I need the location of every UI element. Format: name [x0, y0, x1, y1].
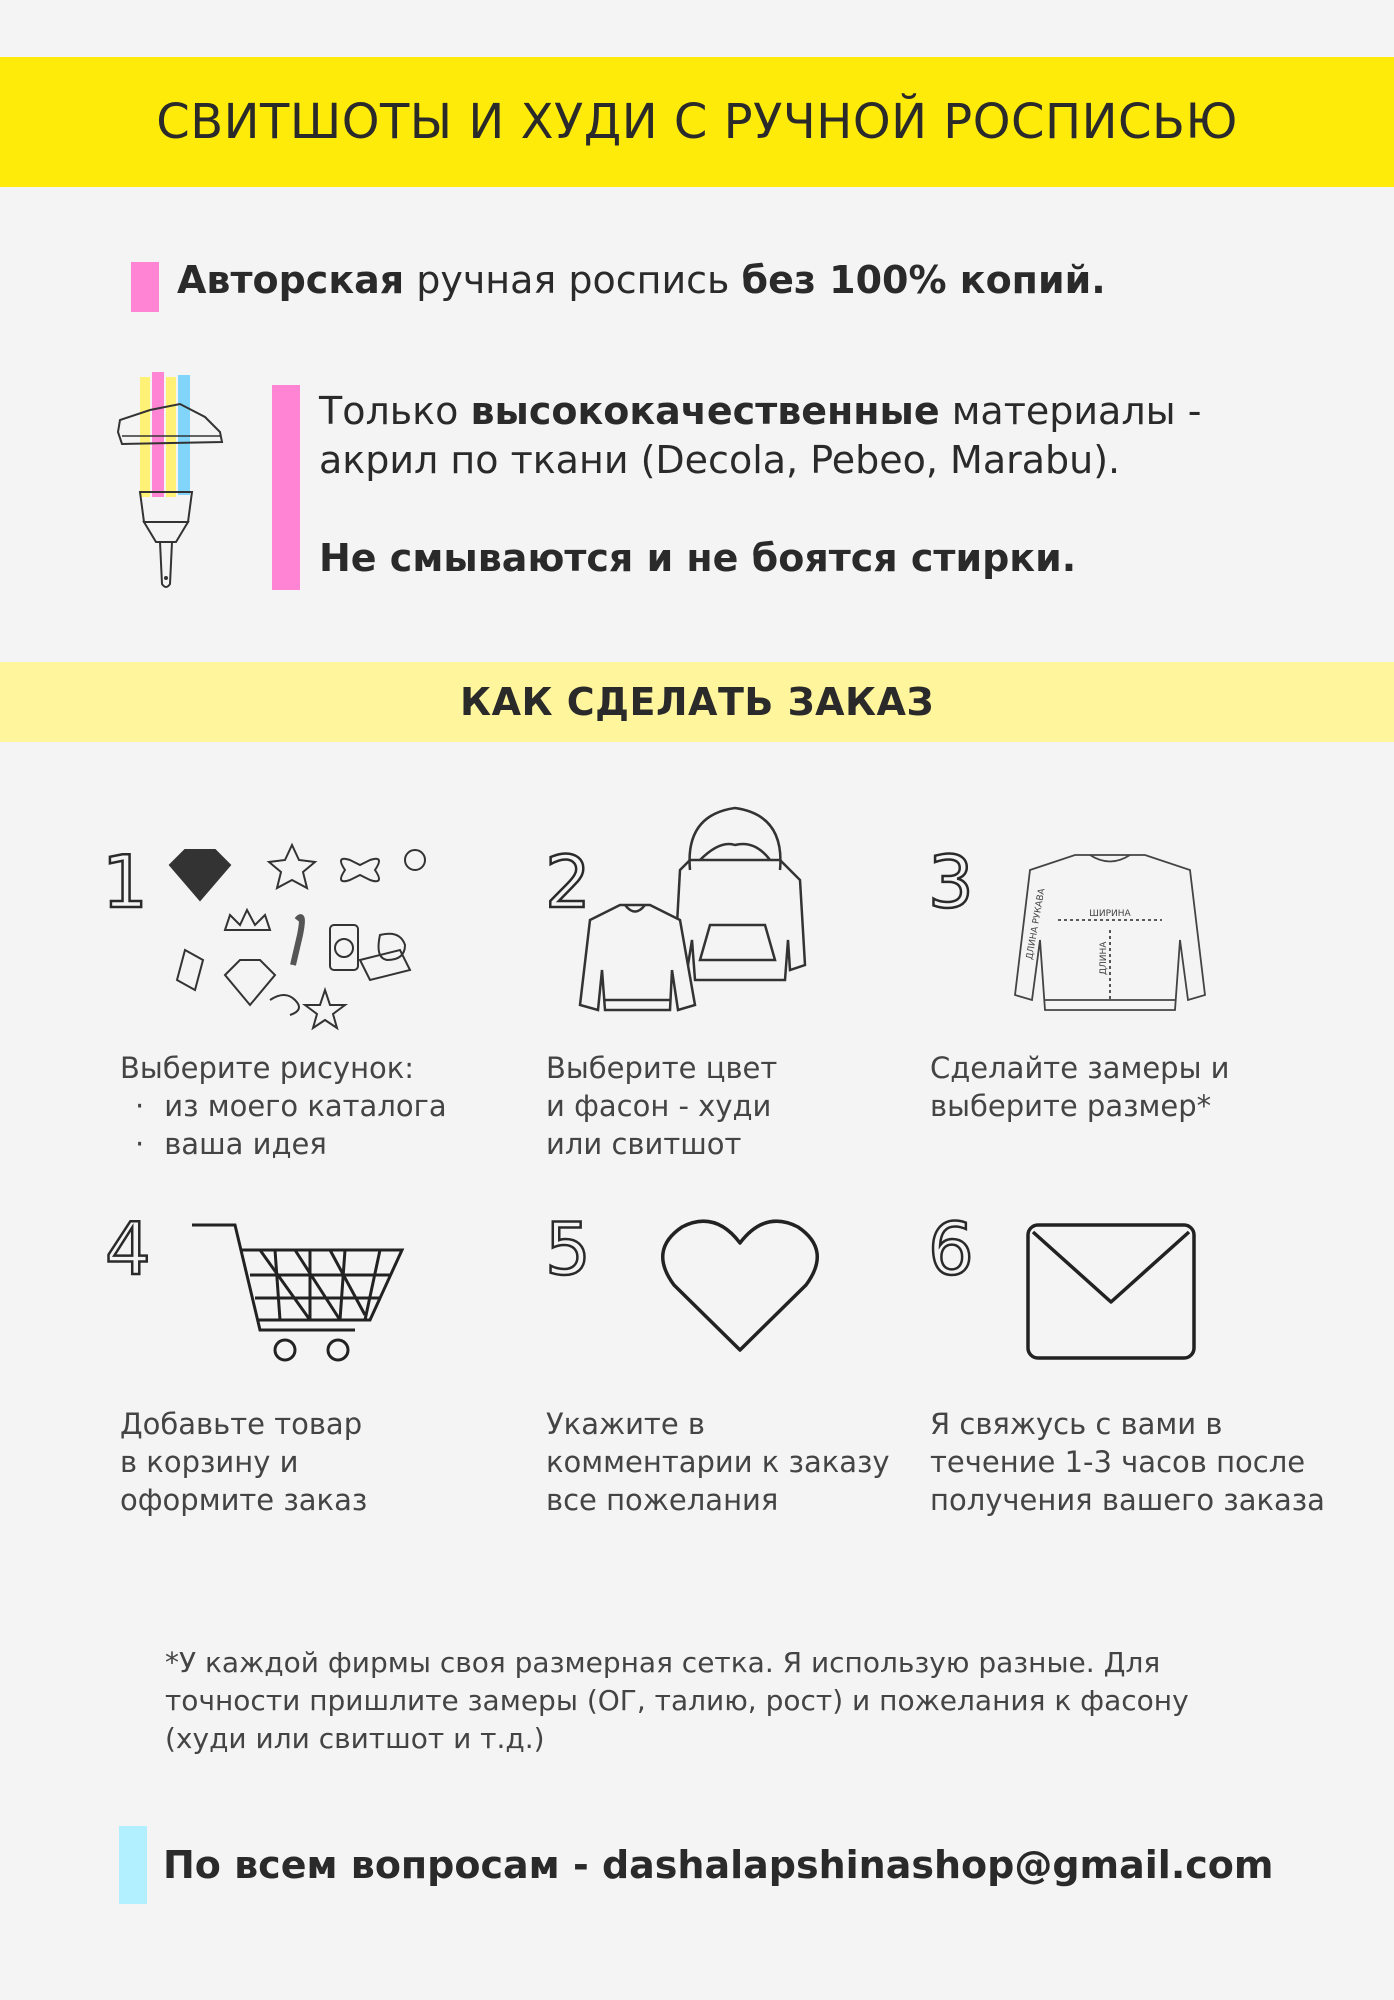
materials-block: [319, 387, 1201, 583]
step-4-line-3: оформите заказ: [120, 1483, 368, 1517]
pink-accent-bar: [131, 262, 159, 312]
author-bold: Авторская: [177, 258, 405, 302]
materials-line-1: [319, 387, 1201, 436]
step-number-6: 6: [928, 1207, 974, 1291]
step-4-line-1: Добавьте товар: [120, 1407, 363, 1441]
step-text-6: [930, 1405, 1325, 1519]
step-number-4: 4: [105, 1207, 151, 1291]
bullet-idea: · ваша идея: [135, 1125, 447, 1163]
footnote-line-1: *У каждой фирмы своя размерная сетка. Я использую разные. Для: [165, 1646, 1161, 1679]
contact-email[interactable]: По всем вопросам - dashalapshinashop@gmail.com: [163, 1843, 1274, 1887]
author-rest: ручная роспись: [404, 258, 742, 302]
pink-accent-bar-tall: [272, 385, 300, 590]
bullet-catalog: · из моего каталога: [135, 1087, 447, 1125]
materials-pre: Только: [319, 389, 471, 433]
paint-brush-shoe-icon: [110, 372, 230, 592]
washable-note: Не смываются и не боятся стирки.: [319, 536, 1077, 580]
step-3-line-1: Сделайте замеры и: [930, 1051, 1230, 1085]
how-to-order-band: [0, 662, 1394, 742]
envelope-icon: [1025, 1222, 1197, 1362]
doodles-icon: [165, 840, 435, 1030]
step-text-4: [120, 1405, 367, 1519]
step-4-line-2: в корзину и: [120, 1445, 299, 1479]
step-1-bullets: [120, 1087, 447, 1163]
step-6-line-2: течение 1-3 часов после: [930, 1445, 1306, 1479]
step-text-5: [546, 1405, 890, 1519]
step-number-5: 5: [545, 1207, 591, 1291]
size-footnote: [165, 1644, 1189, 1758]
length-label: ДЛИНА: [1099, 941, 1109, 975]
materials-line-2: акрил по ткани (Decola, Pebeo, Marabu).: [319, 438, 1121, 482]
width-label: ШИРИНА: [1089, 909, 1131, 919]
materials-post: материалы -: [939, 389, 1202, 433]
step-text-2: [546, 1049, 777, 1163]
step-text-1: [120, 1049, 447, 1163]
measurements-icon: [1010, 850, 1210, 1020]
author-line: [177, 258, 1106, 302]
step-number-1: 1: [102, 840, 148, 924]
author-tail: без 100% копий.: [741, 258, 1106, 302]
step-number-3: 3: [928, 840, 974, 924]
cart-icon: [190, 1220, 410, 1365]
sleeve-length-label: ДЛИНА РУКАВА: [1025, 887, 1048, 961]
materials-bold: высококачественные: [470, 389, 940, 433]
step-5-line-2: комментарии к заказу: [546, 1445, 890, 1479]
hoodie-sweatshirt-icon: [570, 800, 810, 1030]
header-banner: [0, 57, 1394, 187]
step-2-line-2: и фасон - худи: [546, 1089, 772, 1123]
step-2-line-3: или свитшот: [546, 1127, 742, 1161]
footnote-line-3: (худи или свитшот и т.д.): [165, 1722, 545, 1755]
page-title: СВИТШОТЫ И ХУДИ С РУЧНОЙ РОСПИСЬЮ: [156, 94, 1238, 150]
step-3-line-2: выберите размер*: [930, 1089, 1212, 1123]
section-title: КАК СДЕЛАТЬ ЗАКАЗ: [460, 680, 934, 724]
step-5-line-3: все пожелания: [546, 1483, 779, 1517]
step-5-line-1: Укажите в: [546, 1407, 705, 1441]
step-6-line-1: Я свяжусь с вами в: [930, 1407, 1223, 1441]
step-2-line-1: Выберите цвет: [546, 1051, 778, 1085]
step-number-2: 2: [545, 840, 591, 924]
step-text-3: [930, 1049, 1230, 1125]
step-1-line: Выберите рисунок:: [120, 1051, 415, 1085]
cyan-accent-bar: [119, 1826, 147, 1904]
footnote-line-2: точности пришлите замеры (ОГ, талию, рост) и пожелания к фасону: [165, 1684, 1189, 1717]
heart-icon: [660, 1215, 820, 1355]
step-6-line-3: получения вашего заказа: [930, 1483, 1325, 1517]
